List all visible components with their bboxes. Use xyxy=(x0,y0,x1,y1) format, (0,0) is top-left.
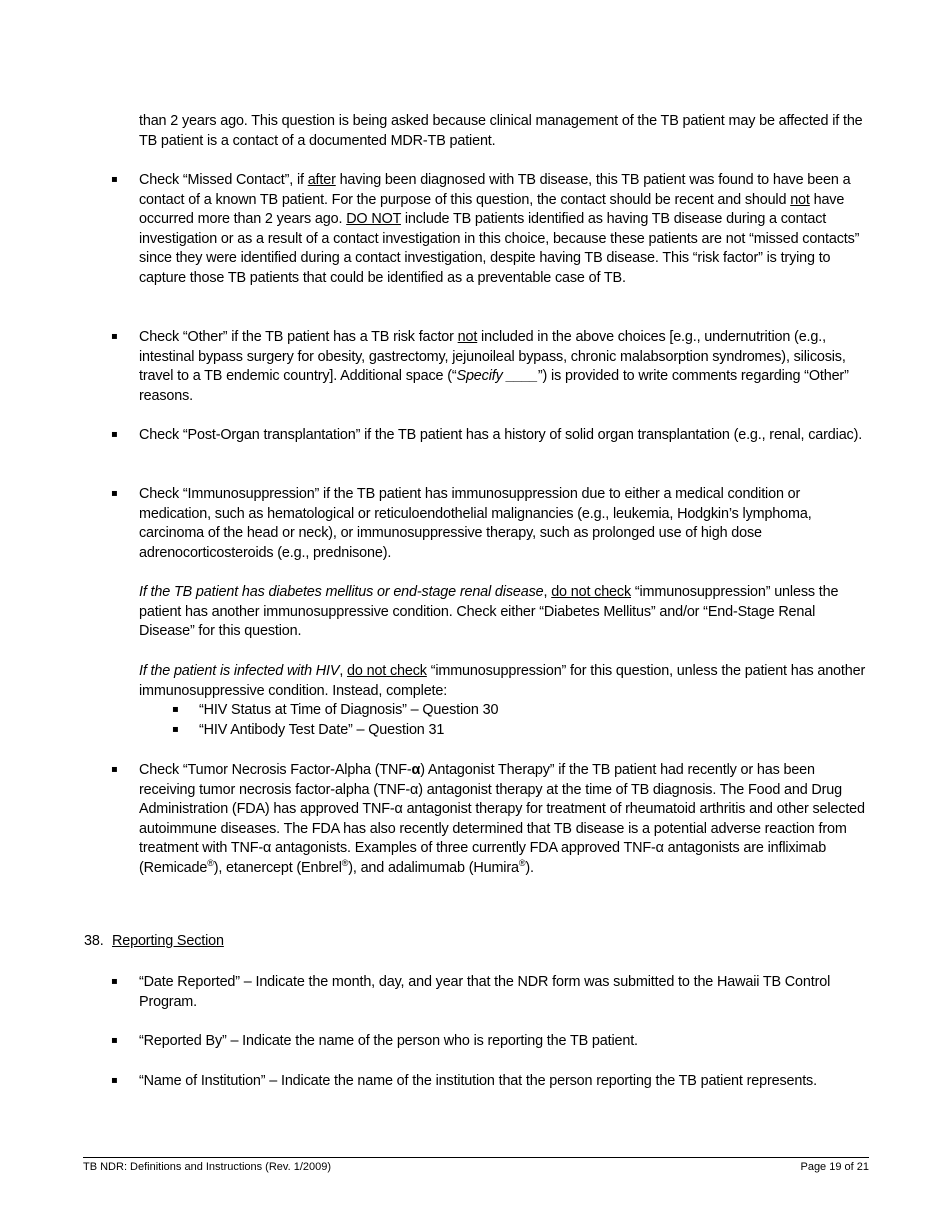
text-run: Check “Post-Organ transplantation” if the TB patient has a history of solid organ transplantation (e.g., renal, cardiac). xyxy=(139,427,863,443)
italic-text: Specify ____ xyxy=(456,368,538,385)
continuation-paragraph xyxy=(139,112,869,151)
footer-document-title: TB NDR: Definitions and Instructions (Rev. 1/2009) xyxy=(83,1161,332,1173)
bullet-marker: ▪ xyxy=(111,1035,118,1046)
text-run: included in the above choices [e.g., undernutrition (e.g., intestinal bypass surgery for obesity, gastrectomy, jejunoileal bypass, chronic malabsorption syndromes), silicosis, travel to a TB endemic country]. Additional space (“ xyxy=(139,329,846,385)
section-38-heading xyxy=(84,932,224,952)
text-run: include TB patients identified as having TB disease during a contact investigation or as a result of a contact investigation in this choice, because these patients are not “missed contacts” since they were identified during a contact investigation, despite having TB disease. This “risk factor” is trying to capture those TB patients that could be identified as a preventable case of TB. xyxy=(139,211,860,286)
bullet-marker: ▪ xyxy=(111,174,118,185)
registered-mark: ® xyxy=(518,858,526,869)
section-title: Reporting Section xyxy=(112,933,224,949)
underlined-text: DO NOT xyxy=(346,211,401,228)
bullet-marker: ▪ xyxy=(111,1075,118,1086)
diabetes-paragraph xyxy=(139,583,869,642)
italic-text: If the TB patient has diabetes mellitus or end-stage renal disease xyxy=(139,584,544,600)
underlined-text: do not check xyxy=(551,584,631,600)
text-run: Check “Other” if the TB patient has a TB risk factor xyxy=(139,329,458,345)
text-run: having been diagnosed with TB disease, this TB patient was found to have been a contact of a known TB patient. For the purpose of this question, the contact should be recent and should xyxy=(139,172,851,208)
italic-text: If the patient is infected with HIV xyxy=(139,663,340,679)
reporting-item: “Name of Institution” – Indicate the name of the institution that the person reporting the TB patient represents. xyxy=(139,1073,817,1089)
tnf-paragraph xyxy=(139,761,869,879)
bullet-marker: ▪ xyxy=(111,488,118,499)
reporting-item: “Reported By” – Indicate the name of the person who is reporting the TB patient. xyxy=(139,1033,638,1049)
registered-mark: ® xyxy=(341,858,349,869)
underlined-text: after xyxy=(307,172,336,188)
text-run: Check “Tumor Necrosis Factor-Alpha (TNF- xyxy=(139,762,412,778)
other-paragraph xyxy=(139,328,869,406)
bullet-marker: ▪ xyxy=(111,429,118,440)
reporting-item: “Date Reported” – Indicate the month, day, and year that the NDR form was submitted to the Hawaii TB Control Program. xyxy=(139,974,831,1010)
sub-list-item: “HIV Status at Time of Diagnosis” – Question 30 xyxy=(199,702,499,718)
text-run: “immunosuppression” for this question, unless the patient has another immunosuppressive condition. Instead, complete: xyxy=(139,663,866,699)
continuation-text: than 2 years ago. This question is being asked because clinical management of the TB patient may be affected if the TB patient is a contact of a documented MDR-TB patient. xyxy=(139,113,863,149)
underlined-text: do not check xyxy=(347,663,427,679)
immuno-paragraph xyxy=(139,485,869,563)
text-run: ), and adalimumab (Humira xyxy=(348,859,519,876)
bullet-marker: ▪ xyxy=(111,331,118,342)
text-run: Check “Immunosuppression” if the TB patient has immunosuppression due to either a medical condition or medication, such as hematological or reticuloendothelial malignancies (e.g., leukemia, Hodgkin’s lymphoma, carcinoma of the head or neck), or immunosuppressive therapy, such as prolonged use of high dose adrenocorticosteroids (e.g., prednisone). xyxy=(139,486,812,561)
text-run: “immunosuppression” unless the patient has another immunosuppressive condition. Check either “Diabetes Mellitus” and/or “End-Stage Renal Disease” for this question. xyxy=(139,584,839,640)
text-run: ), etanercept (Enbrel xyxy=(213,859,342,876)
missed-contact-paragraph xyxy=(139,171,869,289)
text-run: have occurred more than 2 years ago. xyxy=(139,191,845,228)
alpha-symbol: α xyxy=(411,762,421,778)
hiv-paragraph xyxy=(139,662,869,701)
text-run: , xyxy=(543,584,552,600)
text-run: Check “Missed Contact”, if xyxy=(139,172,308,188)
text-run: ”) is provided to write comments regarding “Other” reasons. xyxy=(139,368,849,404)
underlined-text: not xyxy=(457,329,478,345)
footer-divider xyxy=(83,1157,869,1158)
bullet-marker: ▪ xyxy=(111,976,118,987)
underlined-text: not xyxy=(790,191,810,208)
text-run: , xyxy=(339,663,348,679)
bullet-marker: ▪ xyxy=(111,764,118,775)
footer-page-number: Page 19 of 21 xyxy=(800,1161,869,1173)
section-number: 38. xyxy=(84,933,104,949)
sub-bullet-marker: ▪ xyxy=(172,724,179,735)
post-organ-paragraph xyxy=(139,426,869,446)
registered-mark: ® xyxy=(207,858,214,869)
sub-bullet-marker: ▪ xyxy=(172,704,179,715)
text-run: ) Antagonist Therapy” if the TB patient had recently or has been receiving tumor necrosis factor-alpha (TNF-α) antagonist therapy at the time of TB diagnosis. The Food and Drug Administration (FDA) has approved TNF-α antagonist therapy for treatment of rheumatoid arthritis and other selected autoimmune diseases. The FDA has also recently determined that TB disease is a potential adverse reaction from treatment with TNF-α antagonists. Examples of three currently FDA approved TNF-α antagonists are infliximab (Remicade xyxy=(139,762,865,876)
sub-list-item: “HIV Antibody Test Date” – Question 31 xyxy=(199,722,445,738)
text-run: ). xyxy=(525,859,534,876)
